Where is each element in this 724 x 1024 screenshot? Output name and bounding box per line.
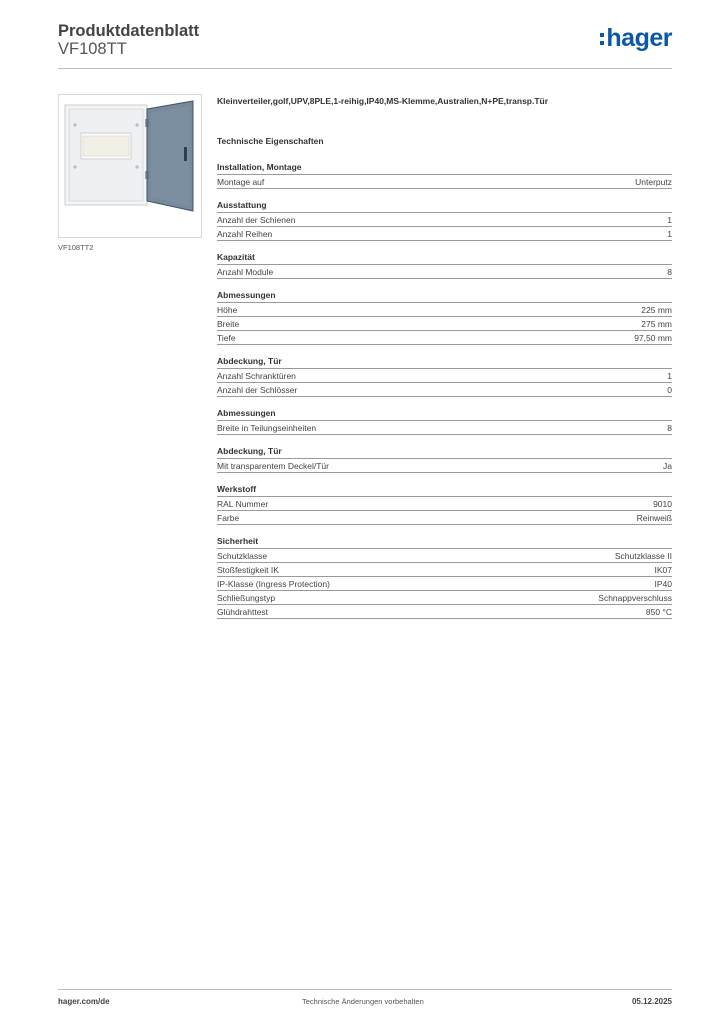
spec-label: RAL Nummer: [217, 499, 269, 509]
spec-value: 97,50 mm: [634, 333, 672, 343]
section-title: Sicherheit: [217, 535, 672, 549]
spec-label: Anzahl Reihen: [217, 229, 273, 239]
footer-website: hager.com/de: [58, 997, 110, 1006]
spec-row: [217, 175, 672, 189]
footer-divider: [58, 989, 672, 990]
spec-section: [217, 445, 672, 473]
section-title: Installation, Montage: [217, 161, 672, 175]
spec-row: [217, 421, 672, 435]
spec-label: Breite: [217, 319, 240, 329]
spec-value: 8: [667, 423, 672, 433]
spec-row: [217, 317, 672, 331]
spec-section: [217, 289, 672, 345]
spec-label: Schutzklasse: [217, 551, 268, 561]
distribution-board-icon: [59, 95, 201, 237]
spec-label: Glühdrahttest: [217, 607, 269, 617]
spec-value: 8: [667, 267, 672, 277]
document-title: Produktdatenblatt: [58, 22, 200, 40]
spec-row: [217, 227, 672, 241]
spec-row: [217, 605, 672, 619]
spec-row: [217, 563, 672, 577]
spec-label: Schließungstyp: [217, 593, 276, 603]
spec-label: Stoßfestigkeit IK: [217, 565, 279, 575]
spec-row: [217, 591, 672, 605]
spec-row: [217, 459, 672, 473]
section-title: Kapazität: [217, 251, 672, 265]
spec-label: Mit transparentem Deckel/Tür: [217, 461, 329, 471]
spec-value: 225 mm: [641, 305, 672, 315]
spec-label: Anzahl der Schienen: [217, 215, 296, 225]
spec-value: Unterputz: [635, 177, 672, 187]
footer-notice: Technische Änderungen vorbehalten: [302, 997, 424, 1006]
spec-section: [217, 199, 672, 241]
spec-row: [217, 497, 672, 511]
hager-logo: [600, 26, 672, 50]
spec-value: 850 °C: [645, 607, 672, 617]
spec-label: Anzahl der Schlösser: [217, 385, 298, 395]
spec-value: Ja: [663, 461, 672, 471]
spec-label: Höhe: [217, 305, 238, 315]
spec-value: 1: [667, 371, 672, 381]
section-title: Abdeckung, Tür: [217, 355, 672, 369]
spec-section: [217, 535, 672, 619]
spec-value: 9010: [653, 499, 672, 509]
spec-row: [217, 577, 672, 591]
spec-section: [217, 161, 672, 189]
page-header: [58, 20, 672, 68]
spec-label: Anzahl Module: [217, 267, 274, 277]
logo-text: hager: [606, 24, 672, 52]
section-title: Werkstoff: [217, 483, 672, 497]
spec-value: 275 mm: [641, 319, 672, 329]
spec-row: [217, 213, 672, 227]
spec-value: Reinweiß: [636, 513, 672, 523]
section-title: Abmessungen: [217, 407, 672, 421]
section-title: Abdeckung, Tür: [217, 445, 672, 459]
product-description: Kleinverteiler,golf,UPV,8PLE,1-reihig,IP40,MS-Klemme,Australien,N+PE,transp.Tür: [217, 96, 549, 106]
spec-section: [217, 251, 672, 279]
spec-label: Tiefe: [217, 333, 236, 343]
spec-label: Farbe: [217, 513, 240, 523]
spec-label: Anzahl Schranktüren: [217, 371, 296, 381]
spec-label: Montage auf: [217, 177, 265, 187]
spec-section: [217, 483, 672, 525]
spec-section: [217, 355, 672, 397]
product-code: VF108TT: [58, 40, 127, 58]
spec-section: [217, 407, 672, 435]
section-title: Ausstattung: [217, 199, 672, 213]
spec-row: [217, 303, 672, 317]
spec-value: Schutzklasse II: [614, 551, 672, 561]
spec-value: IP40: [654, 579, 672, 589]
spec-value: IK07: [654, 565, 672, 575]
spec-label: Breite in Teilungseinheiten: [217, 423, 317, 433]
product-image: [58, 94, 202, 238]
spec-row: [217, 369, 672, 383]
spec-row: [217, 383, 672, 397]
spec-value: Schnappverschluss: [598, 593, 672, 603]
header-divider: [58, 68, 672, 69]
spec-row: [217, 331, 672, 345]
technical-properties-heading: Technische Eigenschaften: [217, 136, 324, 146]
section-title: Abmessungen: [217, 289, 672, 303]
spec-value: 1: [667, 229, 672, 239]
spec-label: IP-Klasse (Ingress Protection): [217, 579, 330, 589]
spec-row: [217, 265, 672, 279]
spec-row: [217, 549, 672, 563]
spec-value: 1: [667, 215, 672, 225]
image-caption: VF108TT2: [58, 243, 94, 252]
product-details: [217, 96, 672, 629]
spec-value: 0: [667, 385, 672, 395]
spec-row: [217, 511, 672, 525]
footer-date: 05.12.2025: [631, 997, 672, 1006]
logo-dots-icon: [600, 26, 604, 50]
